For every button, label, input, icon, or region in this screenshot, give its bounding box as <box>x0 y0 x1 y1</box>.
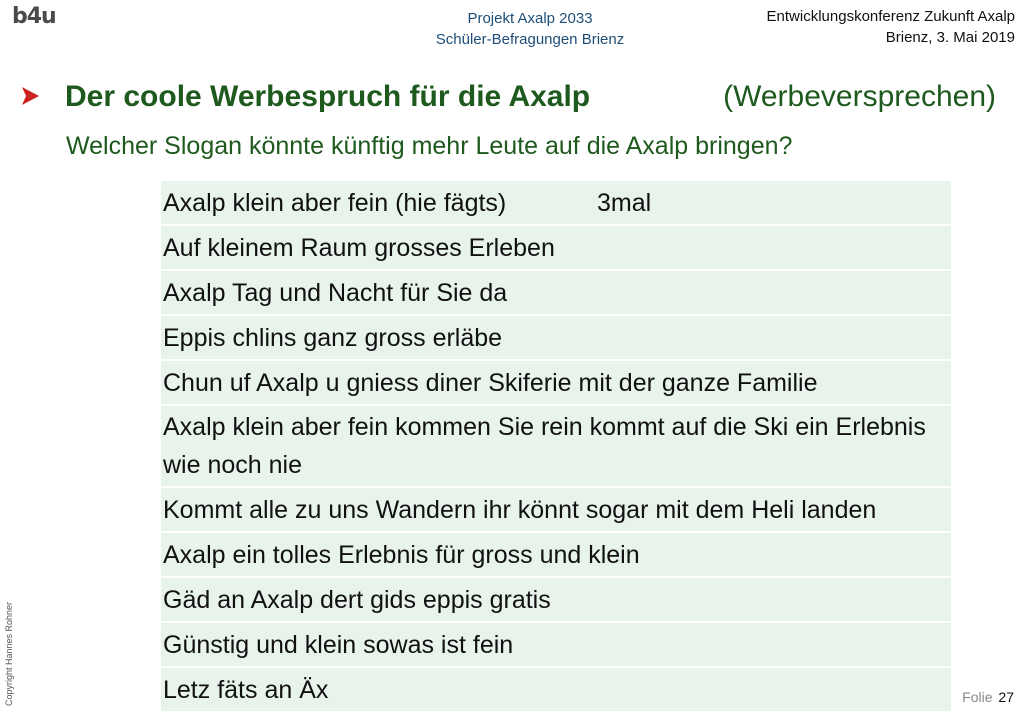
copyright-note: Copyright Hannes Rohner <box>4 601 14 706</box>
event-date: Brienz, 3. Mai 2019 <box>885 29 1015 46</box>
slide-title-side: (Werbeversprechen) <box>723 80 996 113</box>
folie-label: Folie <box>962 689 993 705</box>
slogan-row <box>161 668 951 713</box>
slide-question: Welcher Slogan könnte künftig mehr Leute auf die Axalp bringen? <box>66 132 793 160</box>
slogan-text: Axalp klein aber fein kommen Sie rein kommt auf die Ski ein Erlebnis wie noch nie <box>163 413 926 479</box>
slide-number <box>962 689 1014 705</box>
arrow-bullet-icon <box>20 86 40 106</box>
slogan-text: Kommt alle zu uns Wandern ihr könnt sogar mit dem Heli landen <box>163 496 877 524</box>
project-subtitle: Schüler-Befragungen Brienz <box>435 31 625 48</box>
slide-title-row <box>20 80 1010 120</box>
slogan-row <box>161 316 951 361</box>
event-header <box>715 6 1015 48</box>
folie-number: 27 <box>998 689 1014 705</box>
b4u-logo: b4u <box>12 4 56 29</box>
slogan-row <box>161 488 951 533</box>
slogan-row <box>161 271 951 316</box>
slogan-row <box>161 533 951 578</box>
slogan-text: Axalp Tag und Nacht für Sie da <box>163 279 508 307</box>
slogan-count: 3mal <box>597 189 652 217</box>
slogan-row <box>161 181 951 226</box>
slogan-text: Günstig und klein sowas ist fein <box>163 631 514 659</box>
slogan-list <box>161 181 951 713</box>
slogan-row <box>161 406 951 488</box>
project-header <box>410 8 650 50</box>
slogan-text: Letz fäts an Äx <box>163 676 329 704</box>
slogan-row <box>161 361 951 406</box>
slogan-text: Gäd an Axalp dert gids eppis gratis <box>163 586 551 614</box>
slogan-row <box>161 226 951 271</box>
slide-title: Der coole Werbespruch für die Axalp <box>65 80 591 113</box>
event-title: Entwicklungskonferenz Zukunft Axalp <box>766 8 1015 25</box>
project-title: Projekt Axalp 2033 <box>467 10 593 27</box>
slogan-text: Axalp klein aber fein (hie fägts) <box>163 189 507 217</box>
slogan-text: Auf kleinem Raum grosses Erleben <box>163 234 555 262</box>
slogan-text: Eppis chlins ganz gross erläbe <box>163 324 503 352</box>
slogan-text: Axalp ein tolles Erlebnis für gross und klein <box>163 541 640 569</box>
slogan-text: Chun uf Axalp u gniess diner Skiferie mit der ganze Familie <box>163 369 818 397</box>
slogan-row <box>161 623 951 668</box>
slogan-row <box>161 578 951 623</box>
